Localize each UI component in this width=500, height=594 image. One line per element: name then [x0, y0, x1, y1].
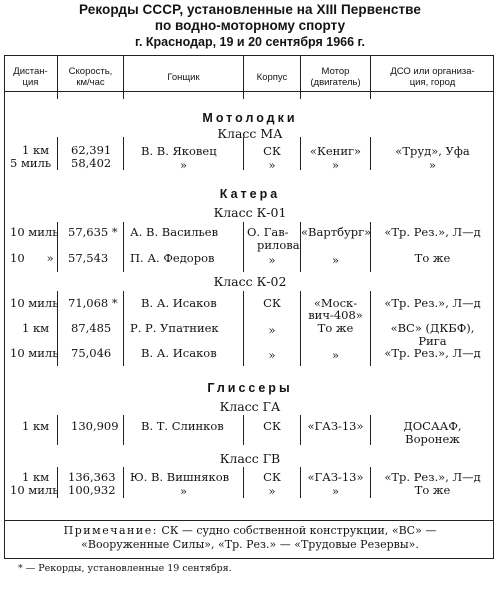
cell-racer: В. В. Яковец	[141, 144, 217, 158]
cell-dso: Воронеж	[405, 432, 460, 446]
cell-speed: 62,391	[71, 143, 112, 157]
cell-hull: СК	[263, 419, 281, 433]
cell-hull: »	[268, 323, 276, 337]
col-header-distance-line1: Дистан-	[13, 66, 48, 77]
col-divider-2d	[123, 291, 124, 366]
cell-racer: Ю. В. Вишняков	[130, 470, 230, 484]
cell-distance: 10 миль	[10, 296, 59, 310]
cell-dso: ДОСААФ,	[403, 419, 462, 433]
cell-motor: вич-408»	[308, 308, 363, 322]
cell-hull: СК	[263, 296, 281, 310]
col-header-speed	[58, 66, 123, 88]
cell-dso: То же	[414, 483, 451, 497]
cell-speed: 71,068 *	[68, 296, 118, 310]
section-title-gliders: Глиссеры	[207, 381, 293, 395]
cell-dso: То же	[414, 251, 451, 265]
cell-hull: СК	[263, 470, 281, 484]
col-header-speed-line2: км/час	[76, 77, 105, 88]
cell-dso: »	[428, 158, 437, 172]
cell-dso: «Тр. Рез.», Л—д	[384, 346, 481, 360]
cell-motor: «Кениг»	[309, 144, 362, 158]
cell-racer: А. В. Васильев	[130, 225, 219, 239]
cell-racer: Р. Р. Упатниек	[130, 321, 219, 335]
col-header-speed-line1: Скорость,	[68, 66, 113, 77]
note-line1	[8, 524, 492, 538]
col-header-distance-line2: ция	[22, 77, 39, 88]
cell-distance: 10 миль	[10, 225, 59, 239]
cell-motor: «Вартбург»	[301, 225, 372, 239]
cell-hull: »	[268, 253, 276, 267]
cell-motor: «ГАЗ-13»	[307, 419, 364, 433]
cell-motor: То же	[317, 321, 354, 335]
header-divider	[4, 91, 494, 92]
class-title-k01: Класс К-01	[213, 205, 287, 220]
cell-distance: 10 »	[10, 251, 54, 265]
cell-dso: «Тр. Рез.», Л—д	[384, 296, 481, 310]
cell-speed: 57,543	[68, 251, 109, 265]
cell-speed: 100,932	[68, 483, 116, 497]
cell-racer: В. А. Исаков	[141, 296, 217, 310]
class-title-ma: Класс МА	[217, 126, 283, 141]
note-label: Примечание:	[63, 524, 158, 537]
cell-speed: 130,909	[71, 419, 119, 433]
section-title-motorboats: Мотолодки	[202, 111, 298, 125]
cell-racer: »	[179, 484, 188, 498]
cell-motor: «Моск-	[313, 296, 358, 310]
class-title-ga: Класс ГА	[219, 399, 281, 414]
col-header-racer: Гонщик	[167, 72, 200, 83]
cell-speed: 57,635 *	[68, 225, 118, 239]
cell-motor: »	[331, 158, 340, 172]
cell-dso: Рига	[418, 334, 447, 348]
col-header-motor	[301, 66, 370, 88]
col-header-hull: Корпус	[256, 72, 288, 83]
cell-distance: 1 км	[22, 321, 50, 335]
col-header-motor-line1: Мотор	[321, 66, 350, 77]
col-header-dso-line1: ДСО или организа-	[390, 66, 475, 77]
document-subtitle: по водно-моторному спорту	[154, 18, 346, 33]
col-divider-2e	[123, 415, 124, 445]
cell-distance: 5 миль	[10, 156, 52, 170]
cell-dso: «ВС» (ДКБФ),	[390, 321, 475, 335]
cell-distance: 1 км	[22, 470, 50, 484]
cell-dso: «Тр. Рез.», Л—д	[384, 470, 481, 484]
cell-motor: »	[331, 348, 340, 362]
class-title-gv: Класс ГВ	[219, 451, 281, 466]
note-divider	[4, 520, 494, 521]
cell-hull: »	[268, 484, 276, 498]
cell-motor: »	[331, 253, 340, 267]
cell-racer: »	[179, 158, 188, 172]
col-header-motor-line2: (двигатель)	[310, 77, 361, 88]
cell-distance: 10 миль	[10, 483, 59, 497]
document-place-date: г. Краснодар, 19 и 20 сентября 1966 г.	[134, 35, 365, 49]
cell-speed: 87,485	[71, 321, 112, 335]
cell-hull: О. Гав-	[247, 225, 289, 239]
cell-racer: П. А. Федоров	[130, 251, 215, 265]
cell-distance: 10 миль	[10, 346, 59, 360]
note-text1: СК — судно собственной конструкции, «ВС» —	[161, 524, 437, 537]
cell-hull: »	[268, 158, 276, 172]
cell-hull: СК	[263, 144, 281, 158]
col-divider-1b	[57, 137, 58, 170]
cell-dso: «Труд», Уфа	[395, 144, 470, 158]
footnote: * — Рекорды, установленные 19 сентября.	[18, 563, 232, 574]
section-title-cutters: Катера	[219, 187, 281, 201]
cell-racer: В. А. Исаков	[141, 346, 217, 360]
cell-dso: «Тр. Рез.», Л—д	[384, 225, 481, 239]
cell-speed: 58,402	[71, 156, 112, 170]
note-line2: «Вооруженные Силы», «Тр. Рез.» — «Трудовые Резервы».	[81, 538, 419, 551]
cell-racer: В. Т. Слинков	[141, 419, 224, 433]
cell-hull: рилова	[257, 238, 300, 252]
cell-motor: »	[331, 484, 340, 498]
document-title: Рекорды СССР, установленные на XIII Первенстве	[79, 2, 421, 17]
col-header-dso	[371, 66, 494, 88]
cell-hull: »	[268, 348, 276, 362]
col-divider-1e	[57, 415, 58, 445]
col-header-distance	[4, 66, 57, 88]
note	[8, 524, 492, 552]
cell-speed: 136,363	[68, 470, 116, 484]
cell-motor: «ГАЗ-13»	[307, 470, 364, 484]
cell-speed: 75,046	[71, 346, 112, 360]
col-header-dso-line2: ция, город	[409, 77, 456, 88]
cell-distance: 1 км	[22, 419, 50, 433]
class-title-k02: Класс К-02	[213, 274, 287, 289]
cell-distance: 1 км	[22, 143, 50, 157]
col-divider-2c	[123, 222, 124, 272]
